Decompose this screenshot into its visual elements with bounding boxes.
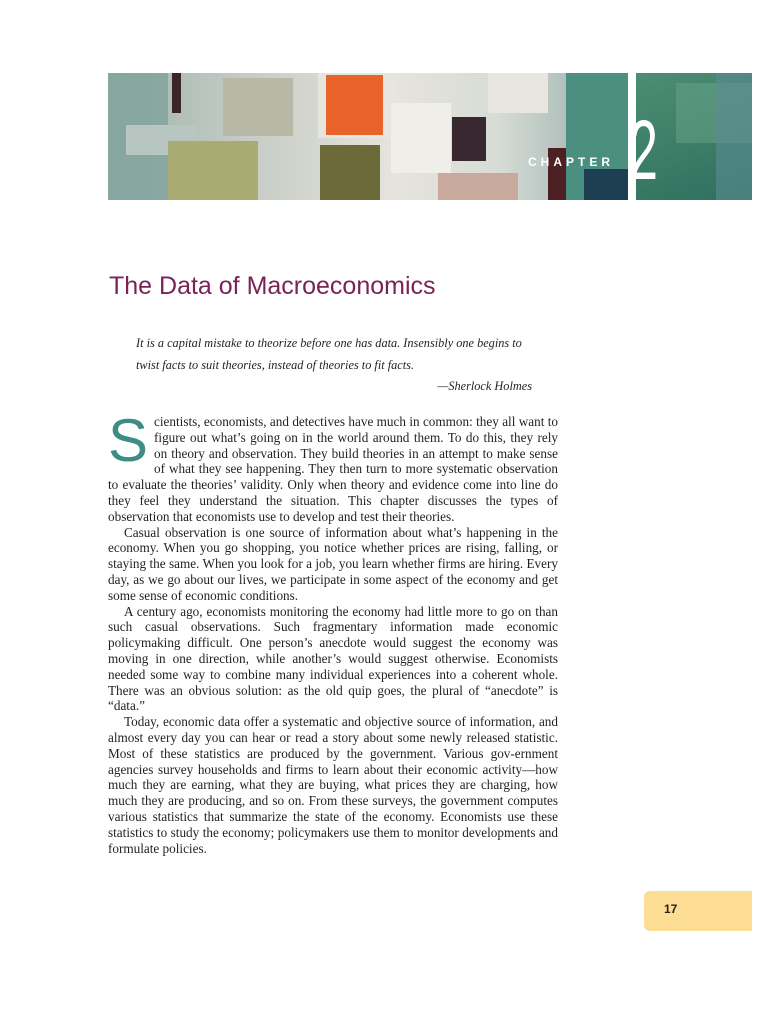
- body-paragraph: Casual observation is one source of information about what’s happening in the economy. When you go shopping, you notice whether prices are rising, falling, or staying the same. When you look for a job, you learn whether firms are hiring. Every day, as we go about our lives, we participate in some aspect of the economy and get some sense of economic conditions.: [108, 524, 558, 603]
- epigraph-quote: It is a capital mistake to theorize before one has data. Insensibly one begins to twist facts to suit theories, instead of theories to fit facts.: [136, 336, 522, 372]
- body-paragraph: Today, economic data offer a systematic and objective source of information, and almost every day you can hear or read a story about some newly released statistic. Most of these statistics are produced by the government. Various gov-ernment agencies survey households and firms to learn about their economic activity—how much they are earning, what they are buying, what prices they are charging, how much they are producing, and so on. From these surveys, the government computes various statistics that summarize the state of the economy. Economists use these statistics to study the economy; policymakers use them to monitor developments and formulate policies.: [108, 714, 558, 856]
- drop-cap: S: [108, 407, 149, 474]
- paragraph-text: cientists, economists, and detectives have much in common: they all want to figure out what’s going on in the world around them. To do this, they rely on theory and observation. They build theories in an attempt to make sense of what they see happening. They then turn to more systematic observation to evaluate the theories’ validity. Only when theory and evidence come into line do they feel they understand the situation. This chapter discusses the types of observation that economists use to develop and test their theories.: [108, 414, 558, 524]
- chapter-title: The Data of Macroeconomics: [109, 272, 436, 300]
- epigraph: [136, 332, 532, 397]
- body-paragraph: A century ago, economists monitoring the economy had little more to go on than such casual observations. Such fragmentary information made economic policymaking difficult. One person’s anecdote would suggest the economy was moving in one direction, while another’s would suggest otherwise. Economists needed some way to combine many individual experiences into a coherent whole. There was an obvious solution: as the old quip goes, the plural of “anecdote” is “data.”: [108, 603, 558, 714]
- body-text: [108, 407, 558, 856]
- chapter-banner-artwork: [108, 73, 628, 200]
- chapter-number: 2: [629, 103, 658, 197]
- page-number-tab: [644, 891, 752, 931]
- body-paragraph: [108, 407, 558, 525]
- page-number: 17: [664, 902, 678, 916]
- epigraph-attribution: —Sherlock Holmes: [437, 379, 532, 393]
- chapter-label: CHAPTER: [528, 155, 615, 169]
